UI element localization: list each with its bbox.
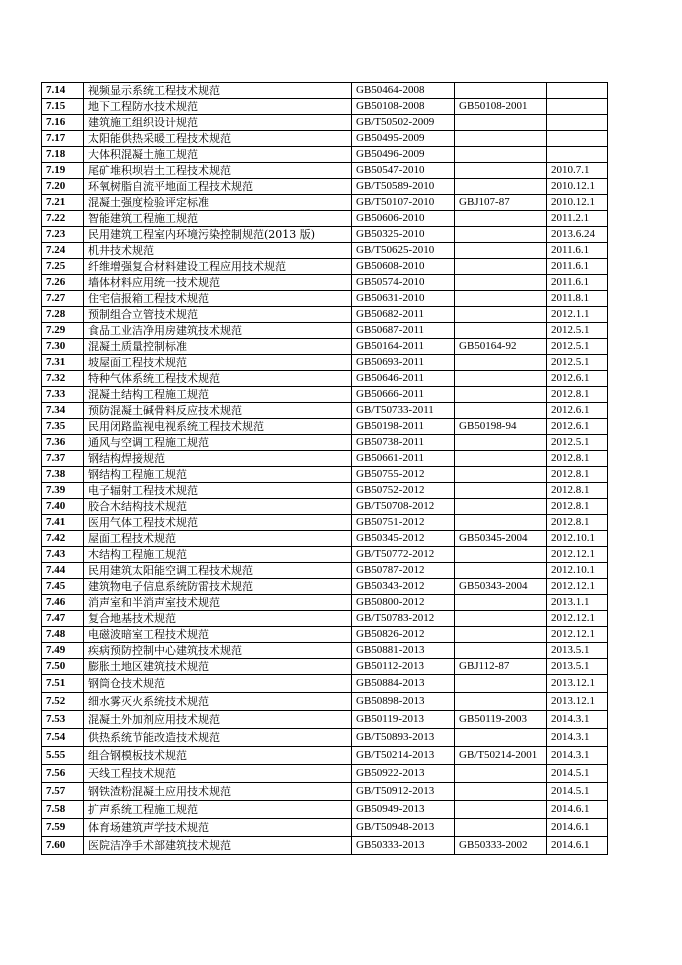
standard-code-cell: GB50787-2012 [352, 563, 455, 579]
standard-code-cell: GB/T50733-2011 [352, 403, 455, 419]
row-number-cell: 7.31 [42, 355, 84, 371]
replaced-code-cell [455, 515, 547, 531]
effective-date-cell: 2012.5.1 [547, 435, 608, 451]
row-number-cell: 7.46 [42, 595, 84, 611]
standard-name-cell: 智能建筑工程施工规范 [84, 211, 352, 227]
standard-name-cell: 疾病预防控制中心建筑技术规范 [84, 643, 352, 659]
effective-date-cell: 2014.3.1 [547, 729, 608, 747]
replaced-code-cell [455, 371, 547, 387]
table-row [42, 747, 608, 765]
standard-name-cell: 胶合木结构技术规范 [84, 499, 352, 515]
standard-name-cell: 民用建筑工程室内环境污染控制规范(2013 版) [84, 227, 352, 243]
standard-name-cell: 钢结构工程施工规范 [84, 467, 352, 483]
row-number-cell: 7.39 [42, 483, 84, 499]
table-row [42, 211, 608, 227]
table-row [42, 243, 608, 259]
effective-date-cell: 2012.8.1 [547, 483, 608, 499]
row-number-cell: 7.51 [42, 675, 84, 693]
table-row [42, 403, 608, 419]
table-row [42, 419, 608, 435]
standard-name-cell: 特种气体系统工程技术规范 [84, 371, 352, 387]
effective-date-cell: 2014.5.1 [547, 765, 608, 783]
effective-date-cell: 2014.3.1 [547, 711, 608, 729]
effective-date-cell: 2012.8.1 [547, 515, 608, 531]
standard-code-cell: GB/T50708-2012 [352, 499, 455, 515]
table-row [42, 729, 608, 747]
effective-date-cell: 2014.6.1 [547, 837, 608, 855]
standard-name-cell: 建筑物电子信息系统防雷技术规范 [84, 579, 352, 595]
row-number-cell: 7.49 [42, 643, 84, 659]
effective-date-cell: 2012.6.1 [547, 403, 608, 419]
standard-name-cell: 天线工程技术规范 [84, 765, 352, 783]
row-number-cell: 7.35 [42, 419, 84, 435]
effective-date-cell: 2012.1.1 [547, 307, 608, 323]
effective-date-cell: 2013.5.1 [547, 643, 608, 659]
standard-name-cell: 住宅信报箱工程技术规范 [84, 291, 352, 307]
standard-name-cell: 视频显示系统工程技术规范 [84, 83, 352, 99]
standard-code-cell: GB/T50783-2012 [352, 611, 455, 627]
replaced-code-cell [455, 611, 547, 627]
standard-name-cell: 组合钢模板技术规范 [84, 747, 352, 765]
effective-date-cell: 2011.6.1 [547, 243, 608, 259]
table-row [42, 531, 608, 547]
table-row [42, 563, 608, 579]
table-row [42, 355, 608, 371]
replaced-code-cell [455, 275, 547, 291]
table-row [42, 659, 608, 675]
standard-name-cell: 纤维增强复合材料建设工程应用技术规范 [84, 259, 352, 275]
row-number-cell: 7.57 [42, 783, 84, 801]
table-row [42, 195, 608, 211]
standard-code-cell: GB/T50948-2013 [352, 819, 455, 837]
row-number-cell: 7.37 [42, 451, 84, 467]
effective-date-cell: 2012.8.1 [547, 467, 608, 483]
effective-date-cell: 2012.5.1 [547, 339, 608, 355]
row-number-cell: 7.36 [42, 435, 84, 451]
effective-date-cell: 2013.6.24 [547, 227, 608, 243]
standard-code-cell: GB/T50502-2009 [352, 115, 455, 131]
standard-name-cell: 建筑施工组织设计规范 [84, 115, 352, 131]
replaced-code-cell [455, 627, 547, 643]
effective-date-cell: 2014.6.1 [547, 819, 608, 837]
effective-date-cell [547, 99, 608, 115]
table-row [42, 371, 608, 387]
row-number-cell: 7.56 [42, 765, 84, 783]
standard-code-cell: GB50922-2013 [352, 765, 455, 783]
table-row [42, 131, 608, 147]
table-row [42, 837, 608, 855]
row-number-cell: 7.44 [42, 563, 84, 579]
row-number-cell: 7.42 [42, 531, 84, 547]
replaced-code-cell [455, 259, 547, 275]
row-number-cell: 7.15 [42, 99, 84, 115]
row-number-cell: 7.45 [42, 579, 84, 595]
replaced-code-cell [455, 729, 547, 747]
table-row [42, 643, 608, 659]
row-number-cell: 7.21 [42, 195, 84, 211]
table-row [42, 783, 608, 801]
standard-name-cell: 体育场建筑声学技术规范 [84, 819, 352, 837]
standard-code-cell: GB/T50772-2012 [352, 547, 455, 563]
standard-name-cell: 混凝土质量控制标准 [84, 339, 352, 355]
table-row [42, 387, 608, 403]
standard-name-cell: 地下工程防水技术规范 [84, 99, 352, 115]
effective-date-cell: 2012.12.1 [547, 611, 608, 627]
replaced-code-cell: GB50333-2002 [455, 837, 547, 855]
standard-name-cell: 机井技术规范 [84, 243, 352, 259]
replaced-code-cell [455, 83, 547, 99]
standard-name-cell: 预防混凝土碱骨料反应技术规范 [84, 403, 352, 419]
replaced-code-cell: GB50343-2004 [455, 579, 547, 595]
row-number-cell: 7.52 [42, 693, 84, 711]
standard-name-cell: 食品工业洁净用房建筑技术规范 [84, 323, 352, 339]
effective-date-cell: 2012.8.1 [547, 451, 608, 467]
row-number-cell: 7.32 [42, 371, 84, 387]
standard-code-cell: GB50949-2013 [352, 801, 455, 819]
row-number-cell: 7.43 [42, 547, 84, 563]
standard-code-cell: GB50606-2010 [352, 211, 455, 227]
row-number-cell: 7.59 [42, 819, 84, 837]
replaced-code-cell [455, 163, 547, 179]
standard-code-cell: GB50608-2010 [352, 259, 455, 275]
replaced-code-cell [455, 801, 547, 819]
effective-date-cell: 2014.6.1 [547, 801, 608, 819]
replaced-code-cell [455, 227, 547, 243]
replaced-code-cell [455, 643, 547, 659]
table-row [42, 711, 608, 729]
row-number-cell: 7.41 [42, 515, 84, 531]
standard-code-cell: GB50881-2013 [352, 643, 455, 659]
effective-date-cell: 2012.8.1 [547, 387, 608, 403]
standard-code-cell: GB50547-2010 [352, 163, 455, 179]
table-row [42, 83, 608, 99]
row-number-cell: 7.26 [42, 275, 84, 291]
standard-code-cell: GB50345-2012 [352, 531, 455, 547]
replaced-code-cell [455, 291, 547, 307]
replaced-code-cell [455, 115, 547, 131]
row-number-cell: 7.27 [42, 291, 84, 307]
standard-name-cell: 通风与空调工程施工规范 [84, 435, 352, 451]
effective-date-cell: 2012.12.1 [547, 579, 608, 595]
standard-name-cell: 混凝土外加剂应用技术规范 [84, 711, 352, 729]
standard-name-cell: 扩声系统工程施工规范 [84, 801, 352, 819]
standard-name-cell: 墙体材料应用统一技术规范 [84, 275, 352, 291]
standard-code-cell: GB50738-2011 [352, 435, 455, 451]
standard-name-cell: 环氧树脂自流平地面工程技术规范 [84, 179, 352, 195]
standard-name-cell: 钢铁渣粉混凝土应用技术规范 [84, 783, 352, 801]
standard-code-cell: GB50752-2012 [352, 483, 455, 499]
row-number-cell: 7.38 [42, 467, 84, 483]
table-row [42, 435, 608, 451]
replaced-code-cell [455, 211, 547, 227]
table-row [42, 801, 608, 819]
row-number-cell: 7.40 [42, 499, 84, 515]
row-number-cell: 7.28 [42, 307, 84, 323]
standard-name-cell: 坡屋面工程技术规范 [84, 355, 352, 371]
table-row [42, 451, 608, 467]
row-number-cell: 7.23 [42, 227, 84, 243]
row-number-cell: 7.34 [42, 403, 84, 419]
replaced-code-cell [455, 307, 547, 323]
effective-date-cell: 2013.12.1 [547, 675, 608, 693]
replaced-code-cell [455, 563, 547, 579]
effective-date-cell: 2011.6.1 [547, 259, 608, 275]
standard-code-cell: GB/T50589-2010 [352, 179, 455, 195]
effective-date-cell: 2011.2.1 [547, 211, 608, 227]
replaced-code-cell: GBJ112-87 [455, 659, 547, 675]
effective-date-cell: 2010.12.1 [547, 195, 608, 211]
replaced-code-cell [455, 467, 547, 483]
replaced-code-cell [455, 179, 547, 195]
standard-name-cell: 医用气体工程技术规范 [84, 515, 352, 531]
table-row [42, 547, 608, 563]
replaced-code-cell [455, 131, 547, 147]
standard-code-cell: GB50751-2012 [352, 515, 455, 531]
row-number-cell: 7.14 [42, 83, 84, 99]
standard-code-cell: GB50198-2011 [352, 419, 455, 435]
standard-code-cell: GB50164-2011 [352, 339, 455, 355]
standard-code-cell: GB50693-2011 [352, 355, 455, 371]
standard-code-cell: GB50119-2013 [352, 711, 455, 729]
table-row [42, 765, 608, 783]
standard-code-cell: GB/T50214-2013 [352, 747, 455, 765]
replaced-code-cell [455, 783, 547, 801]
effective-date-cell: 2012.8.1 [547, 499, 608, 515]
replaced-code-cell: GB50345-2004 [455, 531, 547, 547]
replaced-code-cell [455, 547, 547, 563]
standard-code-cell: GB50687-2011 [352, 323, 455, 339]
replaced-code-cell: GB50198-94 [455, 419, 547, 435]
standard-name-cell: 电磁波暗室工程技术规范 [84, 627, 352, 643]
standard-code-cell: GB/T50893-2013 [352, 729, 455, 747]
table-row [42, 275, 608, 291]
standard-name-cell: 钢筒仓技术规范 [84, 675, 352, 693]
replaced-code-cell [455, 243, 547, 259]
effective-date-cell: 2012.5.1 [547, 355, 608, 371]
replaced-code-cell [455, 355, 547, 371]
standard-code-cell: GB50800-2012 [352, 595, 455, 611]
table-row [42, 227, 608, 243]
standard-name-cell: 民用建筑太阳能空调工程技术规范 [84, 563, 352, 579]
standard-name-cell: 预制组合立管技术规范 [84, 307, 352, 323]
standard-code-cell: GB50108-2008 [352, 99, 455, 115]
standard-code-cell: GB/T50107-2010 [352, 195, 455, 211]
standard-name-cell: 屋面工程技术规范 [84, 531, 352, 547]
table-row [42, 179, 608, 195]
replaced-code-cell [455, 693, 547, 711]
table-row [42, 693, 608, 711]
standard-code-cell: GB50495-2009 [352, 131, 455, 147]
replaced-code-cell [455, 819, 547, 837]
row-number-cell: 7.54 [42, 729, 84, 747]
effective-date-cell: 2014.5.1 [547, 783, 608, 801]
row-number-cell: 7.25 [42, 259, 84, 275]
table-row [42, 499, 608, 515]
table-row [42, 259, 608, 275]
row-number-cell: 7.18 [42, 147, 84, 163]
row-number-cell: 7.50 [42, 659, 84, 675]
standard-name-cell: 尾矿堆积坝岩土工程技术规范 [84, 163, 352, 179]
standard-name-cell: 消声室和半消声室技术规范 [84, 595, 352, 611]
table-row [42, 323, 608, 339]
row-number-cell: 7.58 [42, 801, 84, 819]
effective-date-cell: 2013.12.1 [547, 693, 608, 711]
effective-date-cell: 2013.1.1 [547, 595, 608, 611]
effective-date-cell: 2012.12.1 [547, 547, 608, 563]
replaced-code-cell: GB/T50214-2001 [455, 747, 547, 765]
standard-code-cell: GB50464-2008 [352, 83, 455, 99]
standard-name-cell: 钢结构焊接规范 [84, 451, 352, 467]
effective-date-cell [547, 83, 608, 99]
replaced-code-cell [455, 435, 547, 451]
row-number-cell: 7.22 [42, 211, 84, 227]
replaced-code-cell [455, 675, 547, 693]
standard-code-cell: GB50826-2012 [352, 627, 455, 643]
replaced-code-cell [455, 147, 547, 163]
replaced-code-cell [455, 765, 547, 783]
table-row [42, 611, 608, 627]
row-number-cell: 7.30 [42, 339, 84, 355]
standard-code-cell: GB50343-2012 [352, 579, 455, 595]
replaced-code-cell: GB50119-2003 [455, 711, 547, 729]
replaced-code-cell [455, 403, 547, 419]
standard-name-cell: 木结构工程施工规范 [84, 547, 352, 563]
table-row [42, 515, 608, 531]
table-row [42, 291, 608, 307]
effective-date-cell: 2011.8.1 [547, 291, 608, 307]
table-row [42, 483, 608, 499]
table-row [42, 627, 608, 643]
replaced-code-cell [455, 387, 547, 403]
effective-date-cell: 2014.3.1 [547, 747, 608, 765]
row-number-cell: 7.60 [42, 837, 84, 855]
replaced-code-cell: GB50164-92 [455, 339, 547, 355]
replaced-code-cell [455, 483, 547, 499]
standard-code-cell: GB50333-2013 [352, 837, 455, 855]
table-row [42, 339, 608, 355]
standard-code-cell: GB/T50625-2010 [352, 243, 455, 259]
table-row [42, 163, 608, 179]
table-row [42, 819, 608, 837]
table-row [42, 99, 608, 115]
effective-date-cell [547, 131, 608, 147]
row-number-cell: 7.48 [42, 627, 84, 643]
standard-code-cell: GB50755-2012 [352, 467, 455, 483]
standard-name-cell: 民用闭路监视电视系统工程技术规范 [84, 419, 352, 435]
table-row [42, 467, 608, 483]
row-number-cell: 7.17 [42, 131, 84, 147]
standard-code-cell: GB50496-2009 [352, 147, 455, 163]
standards-table-body [42, 83, 608, 855]
table-row [42, 675, 608, 693]
row-number-cell: 5.55 [42, 747, 84, 765]
effective-date-cell: 2010.7.1 [547, 163, 608, 179]
table-row [42, 115, 608, 131]
standard-code-cell: GB50325-2010 [352, 227, 455, 243]
table-row [42, 579, 608, 595]
replaced-code-cell [455, 323, 547, 339]
effective-date-cell: 2012.6.1 [547, 371, 608, 387]
standard-name-cell: 电子辐射工程技术规范 [84, 483, 352, 499]
effective-date-cell: 2013.5.1 [547, 659, 608, 675]
effective-date-cell: 2012.5.1 [547, 323, 608, 339]
standard-code-cell: GB50646-2011 [352, 371, 455, 387]
table-row [42, 307, 608, 323]
standard-name-cell: 细水雾灭火系统技术规范 [84, 693, 352, 711]
effective-date-cell [547, 115, 608, 131]
effective-date-cell: 2012.6.1 [547, 419, 608, 435]
standard-name-cell: 膨胀土地区建筑技术规范 [84, 659, 352, 675]
replaced-code-cell [455, 595, 547, 611]
table-row [42, 595, 608, 611]
row-number-cell: 7.16 [42, 115, 84, 131]
effective-date-cell [547, 147, 608, 163]
effective-date-cell: 2012.10.1 [547, 531, 608, 547]
standard-name-cell: 大体积混凝土施工规范 [84, 147, 352, 163]
standard-code-cell: GB50574-2010 [352, 275, 455, 291]
standards-table [41, 82, 608, 855]
replaced-code-cell: GBJ107-87 [455, 195, 547, 211]
standard-name-cell: 医院洁净手术部建筑技术规范 [84, 837, 352, 855]
standard-code-cell: GB50884-2013 [352, 675, 455, 693]
row-number-cell: 7.33 [42, 387, 84, 403]
row-number-cell: 7.19 [42, 163, 84, 179]
effective-date-cell: 2012.12.1 [547, 627, 608, 643]
row-number-cell: 7.29 [42, 323, 84, 339]
row-number-cell: 7.53 [42, 711, 84, 729]
replaced-code-cell [455, 499, 547, 515]
replaced-code-cell: GB50108-2001 [455, 99, 547, 115]
row-number-cell: 7.47 [42, 611, 84, 627]
standard-name-cell: 复合地基技术规范 [84, 611, 352, 627]
standard-code-cell: GB50682-2011 [352, 307, 455, 323]
standard-code-cell: GB50631-2010 [352, 291, 455, 307]
effective-date-cell: 2012.10.1 [547, 563, 608, 579]
standard-code-cell: GB50661-2011 [352, 451, 455, 467]
standard-code-cell: GB50666-2011 [352, 387, 455, 403]
standard-code-cell: GB50112-2013 [352, 659, 455, 675]
effective-date-cell: 2010.12.1 [547, 179, 608, 195]
standard-code-cell: GB/T50912-2013 [352, 783, 455, 801]
table-row [42, 147, 608, 163]
row-number-cell: 7.20 [42, 179, 84, 195]
effective-date-cell: 2011.6.1 [547, 275, 608, 291]
row-number-cell: 7.24 [42, 243, 84, 259]
standard-name-cell: 太阳能供热采暖工程技术规范 [84, 131, 352, 147]
standard-name-cell: 混凝土强度检验评定标准 [84, 195, 352, 211]
standard-name-cell: 供热系统节能改造技术规范 [84, 729, 352, 747]
replaced-code-cell [455, 451, 547, 467]
standard-code-cell: GB50898-2013 [352, 693, 455, 711]
standard-name-cell: 混凝土结构工程施工规范 [84, 387, 352, 403]
